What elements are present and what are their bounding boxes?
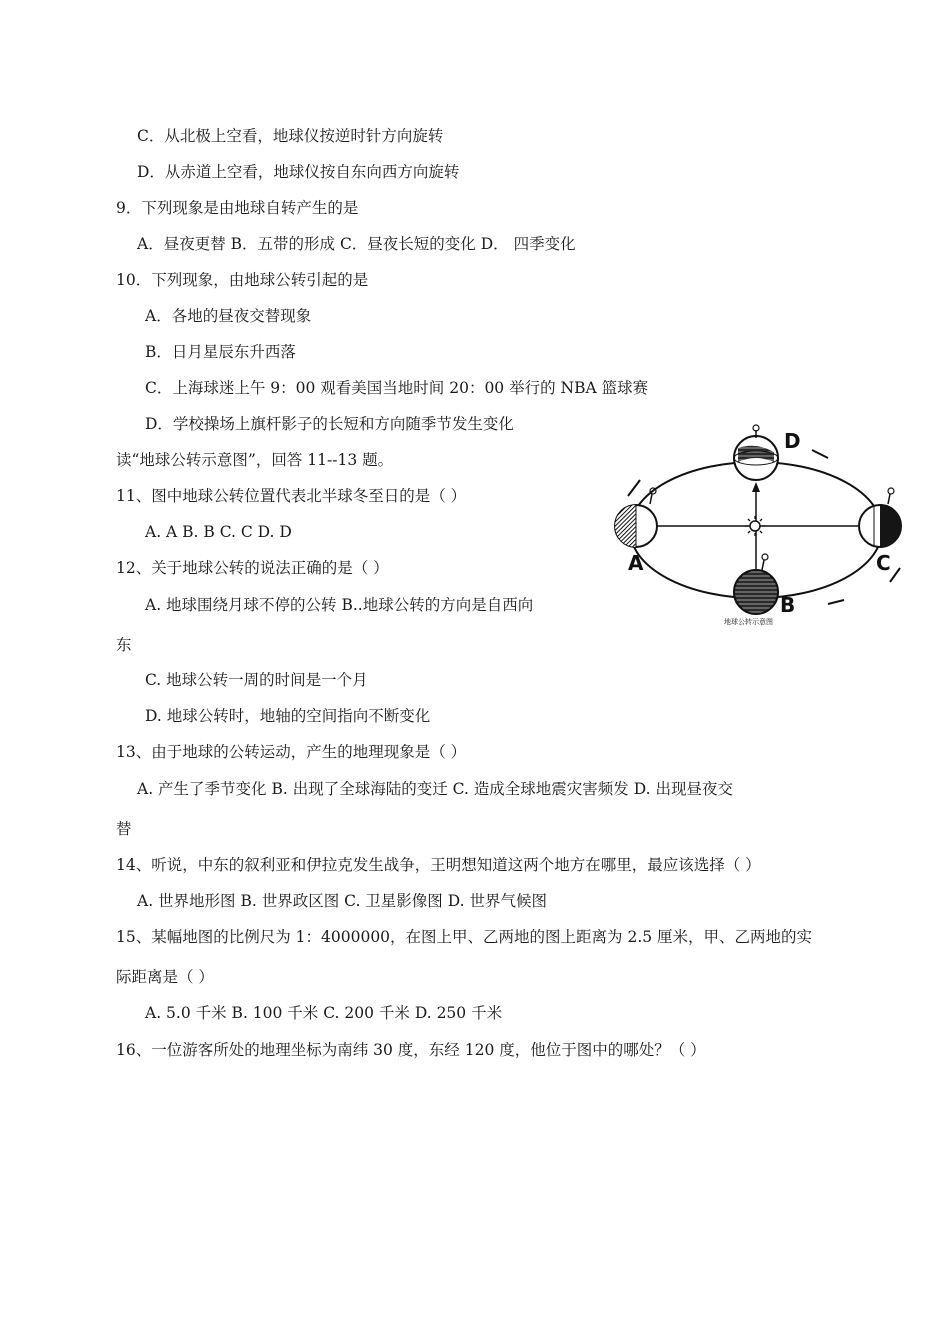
q11-stem: 11、图中地球公转位置代表北半球冬至日的是（ ） (116, 487, 467, 505)
label-d: D (784, 429, 801, 453)
q14-stem: 14、听说，中东的叙利亚和伊拉克发生战争，王明想知道这两个地方在哪里，最应该选择（ ） (116, 856, 761, 874)
q12-options-ab-wrap: 东 (116, 636, 132, 654)
q12-option-d: D. 地球公转时，地轴的空间指向不断变化 (145, 707, 431, 725)
arrow-up (752, 482, 760, 492)
q9-options: A．昼夜更替 B．五带的形成 C．昼夜长短的变化 D． 四季变化 (137, 235, 576, 253)
sun-icon (745, 516, 765, 536)
q9-stem: 9．下列现象是由地球自转产生的是 (116, 199, 359, 217)
figure-caption: 地球公转示意图 (724, 618, 773, 626)
q10-stem: 10．下列现象，由地球公转引起的是 (116, 271, 369, 289)
label-c: C (876, 551, 891, 575)
earth-d-icon (734, 425, 778, 480)
q8-option-c: C．从北极上空看，地球仪按逆时针方向旋转 (137, 127, 444, 145)
q15-options: A. 5.0 千米 B. 100 千米 C. 200 千米 D. 250 千米 (145, 1004, 503, 1022)
figure-intro: 读“地球公转示意图”，回答 11--13 题。 (116, 451, 394, 469)
q10-option-a: A．各地的昼夜交替现象 (145, 307, 312, 325)
earth-a-icon (615, 488, 657, 547)
q13-stem: 13、由于地球的公转运动，产生的地理现象是（ ） (116, 743, 467, 761)
q12-option-c: C. 地球公转一周的时间是一个月 (145, 671, 368, 689)
q10-option-b: B．日月星辰东升西落 (145, 343, 296, 361)
q11-options: A. A B. B C. C D. D (145, 523, 292, 541)
q13-options-wrap: 替 (116, 820, 132, 838)
label-a: A (628, 551, 644, 575)
q16-stem: 16、一位游客所处的地理坐标为南纬 30 度，东经 120 度，他位于图中的哪处？（ ） (116, 1041, 706, 1059)
q12-stem: 12、关于地球公转的说法正确的是（ ） (116, 559, 389, 577)
earth-revolution-diagram (608, 418, 920, 634)
q12-options-ab: A. 地球围绕月球不停的公转 B..地球公转的方向是自西向 (145, 596, 534, 614)
q10-option-c: C．上海球迷上午 9：00 观看美国当地时间 20：00 举行的 NBA 篮球赛 (145, 379, 649, 397)
q14-options: A. 世界地形图 B. 世界政区图 C. 卫星影像图 D. 世界气候图 (137, 892, 547, 910)
label-b: B (780, 593, 796, 617)
q13-options: A. 产生了季节变化 B. 出现了全球海陆的变迁 C. 造成全球地震灾害频发 D. 出现昼夜交 (137, 780, 733, 798)
q15-stem-wrap: 际距离是（ ） (116, 968, 214, 986)
q15-stem: 15、某幅地图的比例尺为 1：4000000，在图上甲、乙两地的图上距离为 2.5 厘米，甲、乙两地的实 (116, 928, 813, 946)
q8-option-d: D．从赤道上空看，地球仪按自东向西方向旋转 (137, 163, 460, 181)
q10-option-d: D．学校操场上旗杆影子的长短和方向随季节发生变化 (145, 415, 514, 433)
